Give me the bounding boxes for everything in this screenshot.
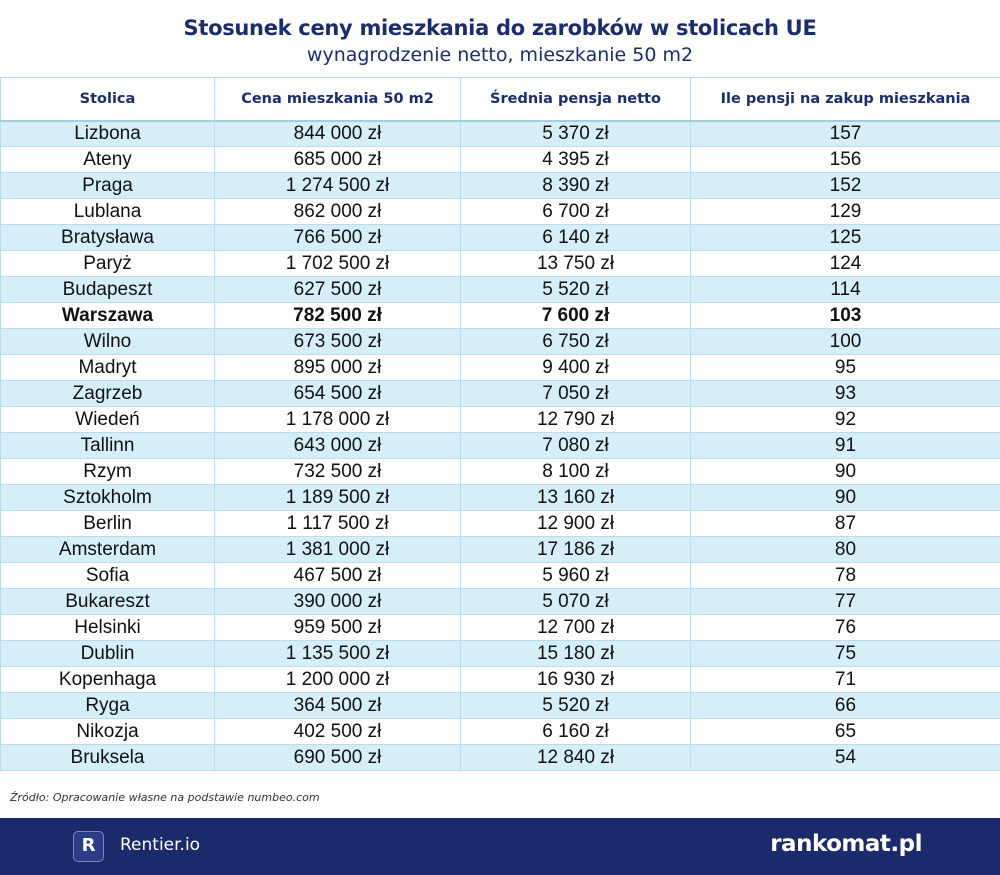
cell-salary: 6 140 zł (461, 225, 691, 251)
table-row (1, 173, 1000, 199)
rankomat-brand: rankomat.pl (770, 831, 922, 857)
cell-price: 959 500 zł (215, 615, 461, 641)
cell-price: 895 000 zł (215, 355, 461, 381)
cell-capital: Bratysława (1, 225, 215, 251)
cell-ratio: 152 (691, 173, 1000, 199)
chart-subtitle: wynagrodzenie netto, mieszkanie 50 m2 (306, 44, 694, 66)
column-header-salary: Średnia pensja netto (461, 78, 691, 121)
cell-salary: 17 186 zł (461, 537, 691, 563)
cell-salary: 13 750 zł (461, 251, 691, 277)
cell-ratio: 90 (691, 459, 1000, 485)
cell-price: 685 000 zł (215, 147, 461, 173)
cell-salary: 7 050 zł (461, 381, 691, 407)
cell-salary: 12 790 zł (461, 407, 691, 433)
column-header-capital: Stolica (1, 78, 215, 121)
cell-ratio: 125 (691, 225, 1000, 251)
source-note: Źródło: Opracowanie własne na podstawie numbeo.com (10, 791, 320, 804)
cell-ratio: 54 (691, 745, 1000, 771)
table-row (1, 485, 1000, 511)
table-row (1, 433, 1000, 459)
cell-salary: 8 100 zł (461, 459, 691, 485)
table-row (1, 719, 1000, 745)
cell-price: 844 000 zł (215, 121, 461, 147)
cell-price: 1 381 000 zł (215, 537, 461, 563)
table-row (1, 199, 1000, 225)
cell-ratio: 124 (691, 251, 1000, 277)
cell-salary: 6 750 zł (461, 329, 691, 355)
cell-ratio: 103 (691, 303, 1000, 329)
cell-capital: Wilno (1, 329, 215, 355)
cell-price: 1 200 000 zł (215, 667, 461, 693)
cell-price: 1 135 500 zł (215, 641, 461, 667)
cell-price: 1 702 500 zł (215, 251, 461, 277)
table-row (1, 407, 1000, 433)
cell-capital: Bukareszt (1, 589, 215, 615)
chart-header (0, 0, 1000, 78)
cell-capital: Amsterdam (1, 537, 215, 563)
cell-price: 1 117 500 zł (215, 511, 461, 537)
cell-salary: 12 840 zł (461, 745, 691, 771)
table-row (1, 277, 1000, 303)
cell-salary: 5 520 zł (461, 277, 691, 303)
cell-salary: 7 600 zł (461, 303, 691, 329)
cell-price: 782 500 zł (215, 303, 461, 329)
table-row (1, 537, 1000, 563)
table-row (1, 745, 1000, 771)
cell-ratio: 114 (691, 277, 1000, 303)
cell-salary: 9 400 zł (461, 355, 691, 381)
cell-capital: Praga (1, 173, 215, 199)
cell-salary: 16 930 zł (461, 667, 691, 693)
column-header-ratio: Ile pensji na zakup mieszkania (691, 78, 1000, 121)
cell-capital: Ateny (1, 147, 215, 173)
data-table (0, 77, 1000, 771)
cell-capital: Zagrzeb (1, 381, 215, 407)
table-row (1, 641, 1000, 667)
cell-capital: Nikozja (1, 719, 215, 745)
cell-capital: Ryga (1, 693, 215, 719)
table-row (1, 589, 1000, 615)
cell-ratio: 78 (691, 563, 1000, 589)
cell-ratio: 65 (691, 719, 1000, 745)
cell-capital: Warszawa (1, 303, 215, 329)
cell-price: 627 500 zł (215, 277, 461, 303)
cell-capital: Kopenhaga (1, 667, 215, 693)
cell-salary: 12 700 zł (461, 615, 691, 641)
cell-ratio: 87 (691, 511, 1000, 537)
table-row (1, 511, 1000, 537)
cell-capital: Berlin (1, 511, 215, 537)
cell-ratio: 95 (691, 355, 1000, 381)
cell-salary: 12 900 zł (461, 511, 691, 537)
cell-ratio: 157 (691, 121, 1000, 147)
cell-ratio: 91 (691, 433, 1000, 459)
table-row (1, 303, 1000, 329)
cell-capital: Madryt (1, 355, 215, 381)
cell-ratio: 90 (691, 485, 1000, 511)
chart-title: Stosunek ceny mieszkania do zarobków w stolicach UE (183, 16, 817, 40)
cell-price: 364 500 zł (215, 693, 461, 719)
table-row (1, 329, 1000, 355)
cell-salary: 13 160 zł (461, 485, 691, 511)
table-row (1, 355, 1000, 381)
cell-capital: Budapeszt (1, 277, 215, 303)
cell-price: 1 274 500 zł (215, 173, 461, 199)
table-row (1, 225, 1000, 251)
cell-ratio: 92 (691, 407, 1000, 433)
cell-salary: 7 080 zł (461, 433, 691, 459)
table-header-row (1, 78, 1000, 121)
table-row (1, 121, 1000, 147)
cell-salary: 15 180 zł (461, 641, 691, 667)
cell-capital: Sofia (1, 563, 215, 589)
table-row (1, 693, 1000, 719)
cell-salary: 5 070 zł (461, 589, 691, 615)
cell-ratio: 80 (691, 537, 1000, 563)
cell-salary: 4 395 zł (461, 147, 691, 173)
footer-bar (0, 818, 1000, 875)
table-body (1, 121, 1000, 771)
cell-ratio: 156 (691, 147, 1000, 173)
cell-price: 1 189 500 zł (215, 485, 461, 511)
cell-capital: Tallinn (1, 433, 215, 459)
cell-price: 690 500 zł (215, 745, 461, 771)
cell-salary: 5 370 zł (461, 121, 691, 147)
cell-capital: Paryż (1, 251, 215, 277)
rentier-brand: Rentier.io (120, 835, 201, 855)
cell-salary: 5 520 zł (461, 693, 691, 719)
cell-price: 732 500 zł (215, 459, 461, 485)
table-row (1, 615, 1000, 641)
cell-salary: 6 160 zł (461, 719, 691, 745)
cell-price: 1 178 000 zł (215, 407, 461, 433)
table-row (1, 459, 1000, 485)
cell-ratio: 75 (691, 641, 1000, 667)
cell-ratio: 93 (691, 381, 1000, 407)
cell-price: 390 000 zł (215, 589, 461, 615)
cell-capital: Dublin (1, 641, 215, 667)
cell-ratio: 76 (691, 615, 1000, 641)
rentier-logo-icon: R (73, 831, 104, 862)
cell-salary: 8 390 zł (461, 173, 691, 199)
cell-capital: Lublana (1, 199, 215, 225)
table-row (1, 667, 1000, 693)
cell-price: 862 000 zł (215, 199, 461, 225)
cell-price: 467 500 zł (215, 563, 461, 589)
cell-price: 402 500 zł (215, 719, 461, 745)
cell-price: 766 500 zł (215, 225, 461, 251)
cell-capital: Helsinki (1, 615, 215, 641)
table-row (1, 381, 1000, 407)
cell-ratio: 66 (691, 693, 1000, 719)
cell-ratio: 71 (691, 667, 1000, 693)
cell-price: 673 500 zł (215, 329, 461, 355)
cell-price: 654 500 zł (215, 381, 461, 407)
cell-ratio: 77 (691, 589, 1000, 615)
cell-price: 643 000 zł (215, 433, 461, 459)
table-row (1, 147, 1000, 173)
cell-capital: Bruksela (1, 745, 215, 771)
cell-salary: 5 960 zł (461, 563, 691, 589)
table-row (1, 563, 1000, 589)
table-row (1, 251, 1000, 277)
cell-ratio: 129 (691, 199, 1000, 225)
cell-capital: Rzym (1, 459, 215, 485)
cell-capital: Lizbona (1, 121, 215, 147)
cell-salary: 6 700 zł (461, 199, 691, 225)
cell-capital: Sztokholm (1, 485, 215, 511)
cell-capital: Wiedeń (1, 407, 215, 433)
cell-ratio: 100 (691, 329, 1000, 355)
column-header-price: Cena mieszkania 50 m2 (215, 78, 461, 121)
